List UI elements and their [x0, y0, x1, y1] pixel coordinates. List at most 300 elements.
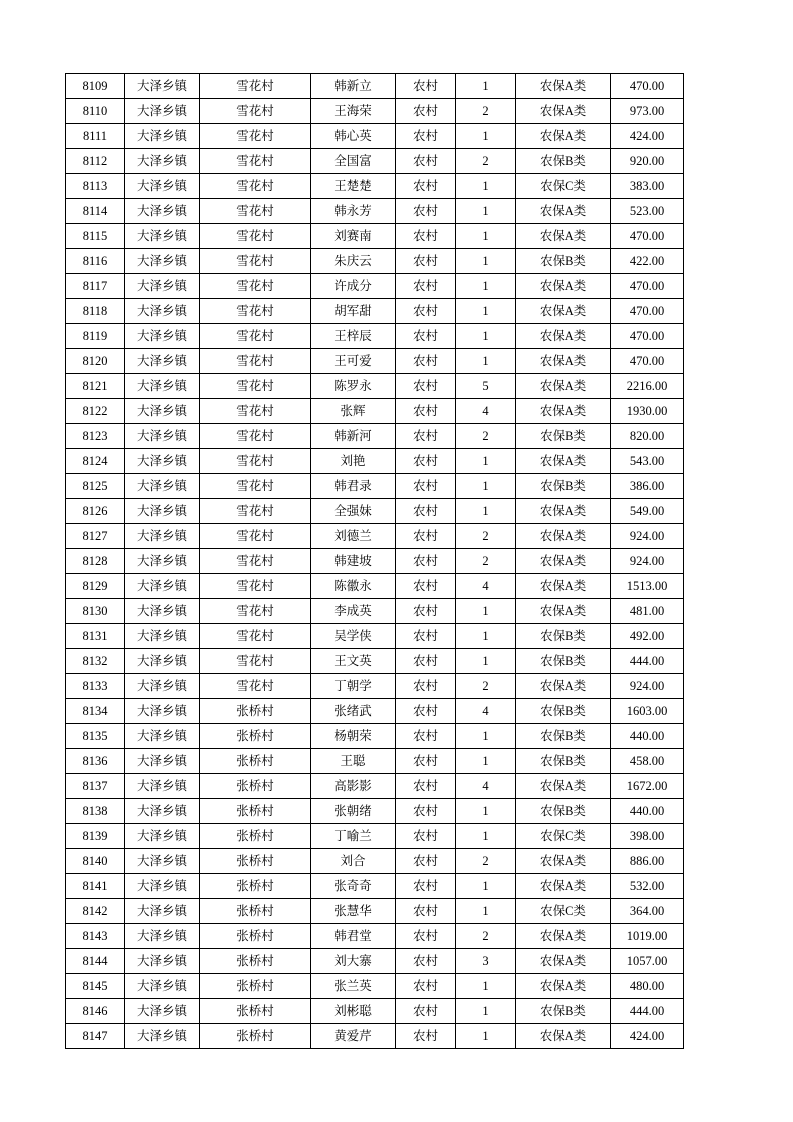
cell-count: 2 — [456, 149, 516, 174]
table-body — [66, 74, 684, 1049]
cell-amount: 924.00 — [611, 674, 684, 699]
cell-village: 雪花村 — [200, 574, 311, 599]
cell-amount: 820.00 — [611, 424, 684, 449]
cell-serial-number: 8118 — [66, 299, 125, 324]
cell-insurance-category: 农保B类 — [516, 249, 611, 274]
cell-serial-number: 8141 — [66, 874, 125, 899]
cell-insurance-category: 农保B类 — [516, 999, 611, 1024]
table-row — [66, 549, 684, 574]
cell-person-name: 张奇奇 — [311, 874, 396, 899]
table-row — [66, 149, 684, 174]
cell-count: 2 — [456, 524, 516, 549]
table-row — [66, 674, 684, 699]
cell-count: 1 — [456, 474, 516, 499]
cell-serial-number: 8128 — [66, 549, 125, 574]
cell-count: 1 — [456, 824, 516, 849]
table-row — [66, 374, 684, 399]
cell-household-type: 农村 — [396, 374, 456, 399]
cell-town: 大泽乡镇 — [125, 824, 200, 849]
table-row — [66, 699, 684, 724]
cell-insurance-category: 农保A类 — [516, 324, 611, 349]
cell-insurance-category: 农保A类 — [516, 974, 611, 999]
cell-household-type: 农村 — [396, 899, 456, 924]
cell-amount: 920.00 — [611, 149, 684, 174]
cell-serial-number: 8121 — [66, 374, 125, 399]
cell-count: 3 — [456, 949, 516, 974]
cell-household-type: 农村 — [396, 674, 456, 699]
cell-town: 大泽乡镇 — [125, 524, 200, 549]
cell-person-name: 刘艳 — [311, 449, 396, 474]
cell-serial-number: 8126 — [66, 499, 125, 524]
cell-village: 雪花村 — [200, 349, 311, 374]
cell-village: 雪花村 — [200, 649, 311, 674]
cell-count: 1 — [456, 999, 516, 1024]
cell-amount: 470.00 — [611, 324, 684, 349]
cell-insurance-category: 农保A类 — [516, 74, 611, 99]
cell-count: 4 — [456, 574, 516, 599]
table-row — [66, 274, 684, 299]
cell-serial-number: 8146 — [66, 999, 125, 1024]
cell-insurance-category: 农保A类 — [516, 199, 611, 224]
cell-village: 雪花村 — [200, 449, 311, 474]
cell-village: 张桥村 — [200, 999, 311, 1024]
cell-town: 大泽乡镇 — [125, 549, 200, 574]
cell-serial-number: 8129 — [66, 574, 125, 599]
cell-town: 大泽乡镇 — [125, 174, 200, 199]
cell-insurance-category: 农保B类 — [516, 474, 611, 499]
cell-town: 大泽乡镇 — [125, 699, 200, 724]
cell-person-name: 朱庆云 — [311, 249, 396, 274]
cell-village: 张桥村 — [200, 849, 311, 874]
cell-person-name: 王梓辰 — [311, 324, 396, 349]
cell-amount: 440.00 — [611, 799, 684, 824]
cell-village: 雪花村 — [200, 474, 311, 499]
cell-insurance-category: 农保A类 — [516, 299, 611, 324]
subsidy-table — [65, 73, 684, 1049]
cell-town: 大泽乡镇 — [125, 124, 200, 149]
cell-insurance-category: 农保A类 — [516, 374, 611, 399]
cell-household-type: 农村 — [396, 424, 456, 449]
cell-serial-number: 8114 — [66, 199, 125, 224]
cell-amount: 2216.00 — [611, 374, 684, 399]
cell-serial-number: 8120 — [66, 349, 125, 374]
cell-town: 大泽乡镇 — [125, 374, 200, 399]
cell-serial-number: 8143 — [66, 924, 125, 949]
cell-person-name: 刘德兰 — [311, 524, 396, 549]
cell-insurance-category: 农保C类 — [516, 824, 611, 849]
cell-serial-number: 8144 — [66, 949, 125, 974]
cell-village: 雪花村 — [200, 524, 311, 549]
cell-amount: 924.00 — [611, 549, 684, 574]
cell-village: 雪花村 — [200, 549, 311, 574]
cell-town: 大泽乡镇 — [125, 774, 200, 799]
cell-amount: 458.00 — [611, 749, 684, 774]
cell-village: 张桥村 — [200, 924, 311, 949]
cell-town: 大泽乡镇 — [125, 74, 200, 99]
cell-town: 大泽乡镇 — [125, 249, 200, 274]
cell-village: 雪花村 — [200, 399, 311, 424]
cell-person-name: 韩君录 — [311, 474, 396, 499]
cell-serial-number: 8122 — [66, 399, 125, 424]
cell-person-name: 刘大寨 — [311, 949, 396, 974]
table-row — [66, 399, 684, 424]
table-row — [66, 99, 684, 124]
cell-count: 2 — [456, 924, 516, 949]
cell-amount: 424.00 — [611, 124, 684, 149]
cell-person-name: 张兰英 — [311, 974, 396, 999]
cell-serial-number: 8132 — [66, 649, 125, 674]
cell-household-type: 农村 — [396, 474, 456, 499]
cell-count: 1 — [456, 899, 516, 924]
cell-insurance-category: 农保A类 — [516, 549, 611, 574]
cell-person-name: 韩建坡 — [311, 549, 396, 574]
cell-insurance-category: 农保B类 — [516, 624, 611, 649]
table-row — [66, 949, 684, 974]
cell-serial-number: 8110 — [66, 99, 125, 124]
cell-count: 1 — [456, 174, 516, 199]
cell-household-type: 农村 — [396, 749, 456, 774]
cell-household-type: 农村 — [396, 349, 456, 374]
cell-town: 大泽乡镇 — [125, 899, 200, 924]
cell-village: 雪花村 — [200, 599, 311, 624]
cell-town: 大泽乡镇 — [125, 974, 200, 999]
cell-town: 大泽乡镇 — [125, 1024, 200, 1049]
cell-village: 雪花村 — [200, 149, 311, 174]
table-row — [66, 824, 684, 849]
cell-town: 大泽乡镇 — [125, 499, 200, 524]
cell-village: 张桥村 — [200, 774, 311, 799]
cell-village: 雪花村 — [200, 199, 311, 224]
cell-household-type: 农村 — [396, 824, 456, 849]
cell-amount: 924.00 — [611, 524, 684, 549]
cell-village: 雪花村 — [200, 424, 311, 449]
cell-amount: 444.00 — [611, 649, 684, 674]
cell-insurance-category: 农保A类 — [516, 349, 611, 374]
cell-person-name: 吴学侠 — [311, 624, 396, 649]
cell-town: 大泽乡镇 — [125, 99, 200, 124]
cell-serial-number: 8112 — [66, 149, 125, 174]
table-row — [66, 849, 684, 874]
cell-household-type: 农村 — [396, 724, 456, 749]
cell-insurance-category: 农保B类 — [516, 699, 611, 724]
cell-amount: 543.00 — [611, 449, 684, 474]
cell-person-name: 张慧华 — [311, 899, 396, 924]
cell-count: 1 — [456, 874, 516, 899]
cell-person-name: 陈徽永 — [311, 574, 396, 599]
cell-household-type: 农村 — [396, 74, 456, 99]
cell-town: 大泽乡镇 — [125, 799, 200, 824]
table-row — [66, 499, 684, 524]
cell-person-name: 刘赛南 — [311, 224, 396, 249]
table-row — [66, 924, 684, 949]
cell-count: 1 — [456, 649, 516, 674]
cell-insurance-category: 农保A类 — [516, 499, 611, 524]
cell-count: 1 — [456, 74, 516, 99]
cell-serial-number: 8133 — [66, 674, 125, 699]
cell-amount: 440.00 — [611, 724, 684, 749]
table-row — [66, 124, 684, 149]
cell-amount: 549.00 — [611, 499, 684, 524]
cell-household-type: 农村 — [396, 449, 456, 474]
table-row — [66, 349, 684, 374]
cell-household-type: 农村 — [396, 524, 456, 549]
cell-town: 大泽乡镇 — [125, 199, 200, 224]
cell-insurance-category: 农保A类 — [516, 574, 611, 599]
cell-serial-number: 8123 — [66, 424, 125, 449]
cell-village: 雪花村 — [200, 124, 311, 149]
cell-person-name: 胡军甜 — [311, 299, 396, 324]
cell-person-name: 全强妹 — [311, 499, 396, 524]
cell-serial-number: 8130 — [66, 599, 125, 624]
cell-town: 大泽乡镇 — [125, 299, 200, 324]
cell-count: 1 — [456, 124, 516, 149]
table-row — [66, 749, 684, 774]
cell-count: 1 — [456, 324, 516, 349]
cell-count: 1 — [456, 974, 516, 999]
cell-household-type: 农村 — [396, 799, 456, 824]
cell-person-name: 王可爱 — [311, 349, 396, 374]
cell-person-name: 刘合 — [311, 849, 396, 874]
cell-serial-number: 8147 — [66, 1024, 125, 1049]
cell-serial-number: 8135 — [66, 724, 125, 749]
cell-count: 1 — [456, 349, 516, 374]
cell-village: 张桥村 — [200, 1024, 311, 1049]
cell-person-name: 杨朝荣 — [311, 724, 396, 749]
cell-insurance-category: 农保A类 — [516, 124, 611, 149]
table-row — [66, 524, 684, 549]
cell-village: 雪花村 — [200, 224, 311, 249]
cell-insurance-category: 农保A类 — [516, 924, 611, 949]
cell-insurance-category: 农保A类 — [516, 874, 611, 899]
cell-village: 张桥村 — [200, 874, 311, 899]
cell-person-name: 全国富 — [311, 149, 396, 174]
cell-household-type: 农村 — [396, 624, 456, 649]
cell-village: 雪花村 — [200, 499, 311, 524]
cell-insurance-category: 农保B类 — [516, 649, 611, 674]
cell-serial-number: 8116 — [66, 249, 125, 274]
cell-serial-number: 8139 — [66, 824, 125, 849]
cell-town: 大泽乡镇 — [125, 749, 200, 774]
cell-town: 大泽乡镇 — [125, 349, 200, 374]
cell-household-type: 农村 — [396, 399, 456, 424]
cell-count: 1 — [456, 749, 516, 774]
cell-amount: 1672.00 — [611, 774, 684, 799]
table-row — [66, 999, 684, 1024]
cell-amount: 1513.00 — [611, 574, 684, 599]
cell-person-name: 王海荣 — [311, 99, 396, 124]
cell-town: 大泽乡镇 — [125, 674, 200, 699]
table-row — [66, 224, 684, 249]
cell-village: 雪花村 — [200, 249, 311, 274]
cell-serial-number: 8134 — [66, 699, 125, 724]
cell-household-type: 农村 — [396, 174, 456, 199]
table-row — [66, 249, 684, 274]
cell-person-name: 刘彬聪 — [311, 999, 396, 1024]
cell-household-type: 农村 — [396, 774, 456, 799]
cell-village: 雪花村 — [200, 324, 311, 349]
table-row — [66, 449, 684, 474]
cell-town: 大泽乡镇 — [125, 224, 200, 249]
cell-village: 雪花村 — [200, 174, 311, 199]
cell-amount: 532.00 — [611, 874, 684, 899]
cell-household-type: 农村 — [396, 274, 456, 299]
cell-amount: 973.00 — [611, 99, 684, 124]
cell-person-name: 陈罗永 — [311, 374, 396, 399]
cell-village: 雪花村 — [200, 374, 311, 399]
cell-serial-number: 8136 — [66, 749, 125, 774]
cell-household-type: 农村 — [396, 574, 456, 599]
cell-town: 大泽乡镇 — [125, 724, 200, 749]
cell-amount: 424.00 — [611, 1024, 684, 1049]
table-row — [66, 199, 684, 224]
cell-village: 雪花村 — [200, 299, 311, 324]
cell-person-name: 韩永芳 — [311, 199, 396, 224]
cell-town: 大泽乡镇 — [125, 424, 200, 449]
cell-village: 张桥村 — [200, 824, 311, 849]
cell-village: 张桥村 — [200, 899, 311, 924]
cell-town: 大泽乡镇 — [125, 574, 200, 599]
cell-household-type: 农村 — [396, 999, 456, 1024]
cell-household-type: 农村 — [396, 649, 456, 674]
cell-village: 雪花村 — [200, 99, 311, 124]
cell-household-type: 农村 — [396, 1024, 456, 1049]
cell-count: 1 — [456, 449, 516, 474]
cell-town: 大泽乡镇 — [125, 274, 200, 299]
table-row — [66, 574, 684, 599]
table-row — [66, 174, 684, 199]
cell-village: 张桥村 — [200, 949, 311, 974]
cell-household-type: 农村 — [396, 324, 456, 349]
cell-amount: 481.00 — [611, 599, 684, 624]
cell-person-name: 张朝绪 — [311, 799, 396, 824]
cell-serial-number: 8137 — [66, 774, 125, 799]
cell-person-name: 丁喻兰 — [311, 824, 396, 849]
cell-serial-number: 8138 — [66, 799, 125, 824]
table-row — [66, 624, 684, 649]
cell-insurance-category: 农保C类 — [516, 899, 611, 924]
table-row — [66, 799, 684, 824]
cell-amount: 398.00 — [611, 824, 684, 849]
cell-town: 大泽乡镇 — [125, 449, 200, 474]
cell-amount: 383.00 — [611, 174, 684, 199]
cell-town: 大泽乡镇 — [125, 324, 200, 349]
cell-amount: 470.00 — [611, 299, 684, 324]
cell-person-name: 韩君堂 — [311, 924, 396, 949]
cell-count: 1 — [456, 799, 516, 824]
table-row — [66, 424, 684, 449]
cell-serial-number: 8145 — [66, 974, 125, 999]
cell-insurance-category: 农保B类 — [516, 749, 611, 774]
cell-household-type: 农村 — [396, 974, 456, 999]
cell-amount: 364.00 — [611, 899, 684, 924]
cell-amount: 1930.00 — [611, 399, 684, 424]
cell-insurance-category: 农保A类 — [516, 949, 611, 974]
cell-household-type: 农村 — [396, 949, 456, 974]
cell-household-type: 农村 — [396, 924, 456, 949]
table-row — [66, 599, 684, 624]
cell-person-name: 韩心英 — [311, 124, 396, 149]
cell-serial-number: 8113 — [66, 174, 125, 199]
cell-person-name: 王楚楚 — [311, 174, 396, 199]
cell-person-name: 黄爱芹 — [311, 1024, 396, 1049]
cell-insurance-category: 农保A类 — [516, 99, 611, 124]
cell-village: 雪花村 — [200, 624, 311, 649]
table-row — [66, 974, 684, 999]
cell-person-name: 许成分 — [311, 274, 396, 299]
table-row — [66, 324, 684, 349]
cell-serial-number: 8124 — [66, 449, 125, 474]
cell-village: 张桥村 — [200, 974, 311, 999]
cell-count: 1 — [456, 224, 516, 249]
cell-serial-number: 8119 — [66, 324, 125, 349]
cell-town: 大泽乡镇 — [125, 874, 200, 899]
cell-insurance-category: 农保B类 — [516, 799, 611, 824]
cell-amount: 1603.00 — [611, 699, 684, 724]
cell-amount: 1019.00 — [611, 924, 684, 949]
cell-amount: 886.00 — [611, 849, 684, 874]
cell-town: 大泽乡镇 — [125, 949, 200, 974]
cell-person-name: 王聪 — [311, 749, 396, 774]
cell-count: 1 — [456, 724, 516, 749]
cell-household-type: 农村 — [396, 874, 456, 899]
cell-serial-number: 8125 — [66, 474, 125, 499]
cell-amount: 386.00 — [611, 474, 684, 499]
cell-person-name: 韩新河 — [311, 424, 396, 449]
cell-person-name: 韩新立 — [311, 74, 396, 99]
cell-insurance-category: 农保A类 — [516, 849, 611, 874]
cell-amount: 444.00 — [611, 999, 684, 1024]
cell-amount: 470.00 — [611, 274, 684, 299]
cell-amount: 1057.00 — [611, 949, 684, 974]
cell-count: 2 — [456, 849, 516, 874]
cell-count: 4 — [456, 699, 516, 724]
table-row — [66, 74, 684, 99]
cell-household-type: 农村 — [396, 599, 456, 624]
table-row — [66, 899, 684, 924]
cell-person-name: 张绪武 — [311, 699, 396, 724]
cell-serial-number: 8127 — [66, 524, 125, 549]
cell-count: 1 — [456, 299, 516, 324]
cell-count: 1 — [456, 499, 516, 524]
cell-person-name: 李成英 — [311, 599, 396, 624]
cell-serial-number: 8140 — [66, 849, 125, 874]
cell-amount: 523.00 — [611, 199, 684, 224]
cell-count: 1 — [456, 599, 516, 624]
cell-count: 2 — [456, 99, 516, 124]
cell-insurance-category: 农保A类 — [516, 399, 611, 424]
cell-amount: 470.00 — [611, 74, 684, 99]
cell-town: 大泽乡镇 — [125, 999, 200, 1024]
cell-village: 张桥村 — [200, 724, 311, 749]
table-row — [66, 474, 684, 499]
table-row — [66, 774, 684, 799]
cell-insurance-category: 农保A类 — [516, 1024, 611, 1049]
cell-amount: 480.00 — [611, 974, 684, 999]
cell-household-type: 农村 — [396, 249, 456, 274]
cell-village: 张桥村 — [200, 749, 311, 774]
cell-count: 1 — [456, 199, 516, 224]
cell-serial-number: 8111 — [66, 124, 125, 149]
cell-insurance-category: 农保B类 — [516, 424, 611, 449]
cell-town: 大泽乡镇 — [125, 149, 200, 174]
cell-amount: 470.00 — [611, 349, 684, 374]
cell-person-name: 张辉 — [311, 399, 396, 424]
cell-serial-number: 8109 — [66, 74, 125, 99]
cell-town: 大泽乡镇 — [125, 399, 200, 424]
cell-village: 雪花村 — [200, 74, 311, 99]
cell-town: 大泽乡镇 — [125, 849, 200, 874]
cell-count: 1 — [456, 1024, 516, 1049]
